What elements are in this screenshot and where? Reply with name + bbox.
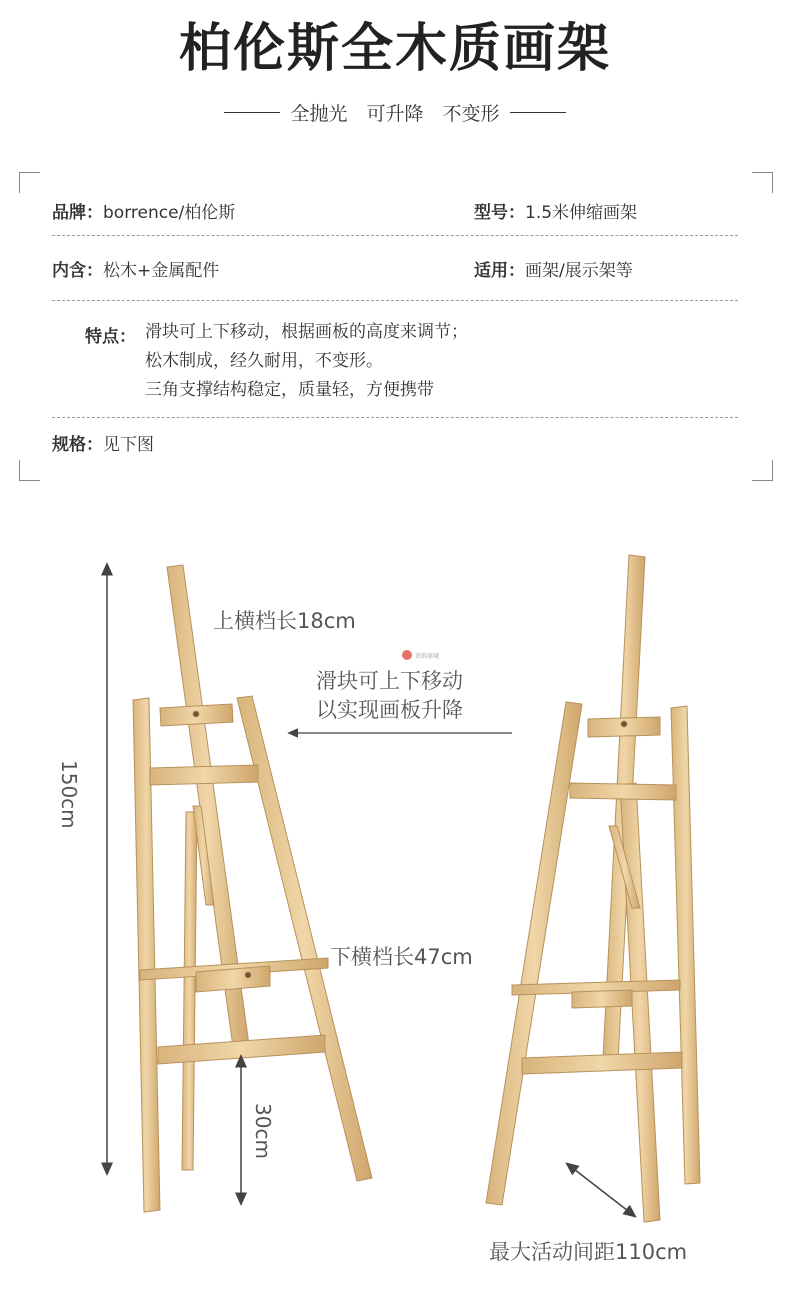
span-label: 最大活动间距110cm bbox=[489, 1240, 688, 1264]
subtitle-text: 全抛光 可升降 不变形 bbox=[290, 102, 500, 125]
watermark-text: 讯购商城 bbox=[415, 653, 440, 660]
bottom-bar-label: 下横档长47cm bbox=[330, 945, 473, 969]
contents-label: 内含： bbox=[52, 261, 103, 281]
feature-item: 滑块可上下移动，根据画板的高度来调节； bbox=[145, 322, 468, 342]
feature-item: 松木制成，经久耐用，不变形。 bbox=[145, 351, 383, 371]
watermark-logo-icon bbox=[402, 650, 412, 660]
slider-label-2: 以实现画板升降 bbox=[316, 698, 463, 722]
brand-value: borrence/柏伦斯 bbox=[103, 203, 236, 223]
usage-value: 画架/展示架等 bbox=[525, 261, 633, 281]
size-value: 见下图 bbox=[103, 435, 154, 455]
height-label: 150cm bbox=[57, 760, 81, 829]
page-title: 柏伦斯全木质画架 bbox=[178, 19, 611, 79]
slider-label-1: 滑块可上下移动 bbox=[316, 669, 463, 693]
model-label: 型号： bbox=[474, 203, 525, 223]
usage-label: 适用： bbox=[474, 261, 525, 281]
right-easel-image bbox=[486, 555, 700, 1222]
feature-item: 三角支撑结构稳定，质量轻，方便携带 bbox=[145, 380, 434, 400]
top-bar-label: 上横档长18cm bbox=[213, 609, 356, 633]
model-value: 1.5米伸缩画架 bbox=[525, 203, 638, 223]
size-label: 规格： bbox=[52, 435, 103, 455]
features-label: 特点： bbox=[85, 327, 136, 347]
contents-value: 松木+金属配件 bbox=[103, 261, 220, 281]
ground-label: 30cm bbox=[251, 1103, 275, 1159]
brand-label: 品牌： bbox=[52, 203, 103, 223]
span-arrow bbox=[570, 1166, 632, 1214]
